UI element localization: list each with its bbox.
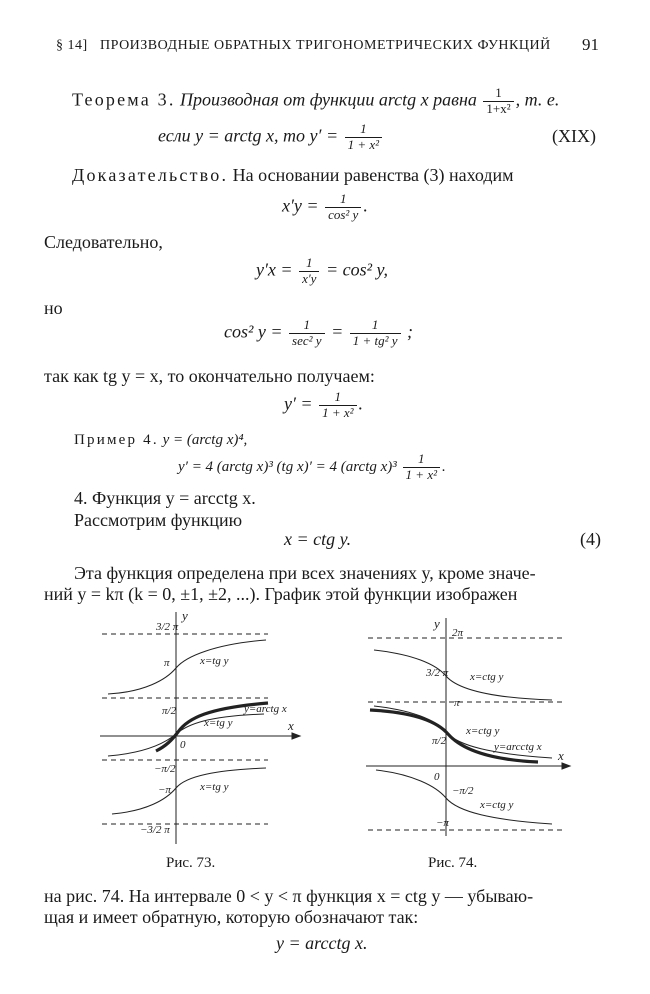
- label-tg-lower: x=tg y: [200, 781, 229, 793]
- theorem-tail: , т. е.: [515, 89, 560, 110]
- figure-74: [362, 614, 574, 840]
- tick-mpi2: −π/2: [154, 763, 176, 775]
- paragraph-line-2: ний y = kπ (k = 0, ±1, ±2, ...). График этой функции изображен: [44, 584, 518, 604]
- denominator: cos² y: [328, 206, 359, 222]
- curve-ctg-lower: [376, 770, 552, 824]
- denominator: 1+x²: [486, 100, 511, 116]
- text-but: но: [44, 298, 63, 318]
- curve-tg-upper: [108, 640, 266, 694]
- y-axis-label: y: [434, 616, 440, 631]
- theorem-fraction: [483, 86, 513, 117]
- running-title: ПРОИЗВОДНЫЕ ОБРАТНЫХ ТРИГОНОМЕТРИЧЕСКИХ ФУНКЦИЙ: [100, 38, 551, 53]
- lhs: y′ =: [284, 393, 313, 414]
- tick-pi2: π/2: [162, 705, 177, 717]
- rhs: = cos² y,: [325, 259, 388, 280]
- tick-mpi: −π: [436, 817, 449, 829]
- example-label: Пример 4.: [74, 432, 159, 448]
- example-func: y = (arctg x)⁴,: [162, 432, 248, 448]
- fraction: [325, 192, 361, 223]
- label-tg-middle: x=tg y: [204, 717, 233, 729]
- theorem-formula: если y = arctg x, то y′ =: [158, 125, 339, 146]
- fraction-sec: [289, 318, 325, 349]
- label-arctg: y=arctg x: [244, 703, 287, 715]
- equation-number-4: (4): [580, 529, 601, 549]
- numerator: 1: [289, 318, 325, 334]
- figure-73: [96, 608, 306, 848]
- x-axis-label: x: [288, 718, 294, 733]
- proof-text: На основании равенства (3) находим: [232, 165, 514, 185]
- closing-line-1: на рис. 74. На интервале 0 < y < π функция x = ctg y — убываю-: [44, 886, 534, 906]
- derivative: y′ = 4 (arctg x)³ (tg x)′ = 4 (arctg x)³: [178, 458, 397, 475]
- x-arrow-icon: [562, 763, 570, 769]
- formula-xy: x′y = $\frac{1}{\text{cos² y}}$ .: [282, 191, 368, 222]
- caption-fig-74: Рис. 74.: [428, 855, 478, 871]
- origin-label: 0: [180, 739, 186, 751]
- example-derivative: y′ = 4 (arctg x)³ (tg x)′ = 4 (arctg x)³ $\frac{1}{\text{1 + x²}}$ .: [178, 451, 446, 482]
- numerator: 1: [325, 192, 361, 208]
- example-line: [74, 432, 247, 449]
- semicolon: ;: [407, 321, 414, 342]
- asymptotes: [368, 638, 562, 830]
- formula-final: y′ = $\frac{1}{\text{1 + x²}}$ .: [284, 389, 364, 420]
- theorem-line-1: [72, 86, 559, 117]
- curve-tg-lower: [112, 768, 266, 814]
- formula-yx: [256, 256, 388, 287]
- numerator: 1: [350, 318, 401, 334]
- tick-mpi2: −π/2: [452, 785, 474, 797]
- formula-ctg: x = ctg y.: [284, 529, 352, 549]
- formula-arcctg: y = arcctg x.: [276, 933, 368, 953]
- denominator: 1 + x²: [405, 466, 437, 482]
- text-consequently: Следовательно,: [44, 232, 163, 252]
- tick-mpi: −π: [158, 784, 171, 796]
- numerator: 1: [299, 256, 319, 272]
- equation-number-xix: (XIX): [552, 126, 596, 146]
- curve-tg-middle: [108, 714, 264, 756]
- numerator: 1: [319, 390, 356, 406]
- numerator: 1: [403, 452, 440, 468]
- theorem-label: Теорема 3.: [72, 89, 176, 110]
- curve-ctg-upper: [374, 650, 552, 700]
- text-consider: Рассмотрим функцию: [74, 510, 243, 530]
- tick-pi2: π/2: [432, 735, 447, 747]
- denominator: x′y: [302, 270, 317, 286]
- closing-line-2: щая и имеет обратную, которую обозначают так:: [44, 907, 419, 927]
- formula-cos2: [224, 318, 413, 349]
- theorem-formula-fraction: [345, 122, 382, 153]
- numerator: 1: [483, 86, 513, 102]
- fraction: [403, 452, 440, 483]
- theorem-text: Производная от функции arctg x равна: [180, 89, 477, 110]
- tick-3pi2: 3/2 π: [156, 621, 179, 633]
- tick-pi: π: [454, 697, 460, 709]
- label-arcctg: y=arcctg x: [494, 741, 542, 753]
- label-ctg-middle: x=ctg y: [466, 725, 500, 737]
- caption-fig-73: Рис. 73.: [166, 855, 216, 871]
- x-axis-label: x: [558, 748, 564, 763]
- origin-label: 0: [434, 771, 440, 783]
- lhs: x′y =: [282, 195, 319, 216]
- tick-2pi: 2π: [452, 627, 464, 639]
- denominator: 1 + x²: [347, 136, 380, 152]
- label-ctg-upper: x=ctg y: [470, 671, 504, 683]
- x-arrow-icon: [292, 733, 300, 739]
- tick-pi: π: [164, 657, 170, 669]
- label-tg-upper: x=tg y: [200, 655, 229, 667]
- label-ctg-lower: x=ctg y: [480, 799, 514, 811]
- proof-line: [72, 165, 514, 186]
- section-title: 4. Функция y = arcctg x.: [74, 488, 256, 508]
- page-number: 91: [582, 35, 599, 54]
- denominator: sec² y: [292, 332, 322, 348]
- text-since: так как tg y = x, то окончательно получаем:: [44, 366, 375, 386]
- tick-3pi2: 3/2 π: [426, 667, 449, 679]
- theorem-line-2: [158, 122, 384, 153]
- denominator: 1 + tg² y: [352, 332, 398, 348]
- lhs: y′x =: [256, 259, 293, 280]
- equals: =: [331, 321, 344, 342]
- lhs: cos² y =: [224, 321, 283, 342]
- denominator: 1 + x²: [322, 404, 354, 420]
- asymptotes: [102, 634, 268, 824]
- fraction-tg: [350, 318, 401, 349]
- paragraph-line-1: Эта функция определена при всех значениях y, кроме значе-: [74, 563, 536, 583]
- y-axis-label: y: [182, 608, 188, 623]
- section-ref: § 14]: [56, 38, 88, 53]
- numerator: 1: [345, 122, 382, 138]
- tick-m3pi2: −3/2 π: [140, 824, 170, 836]
- proof-label: Доказательство.: [72, 165, 229, 185]
- fraction: [319, 390, 356, 421]
- fraction: [299, 256, 319, 287]
